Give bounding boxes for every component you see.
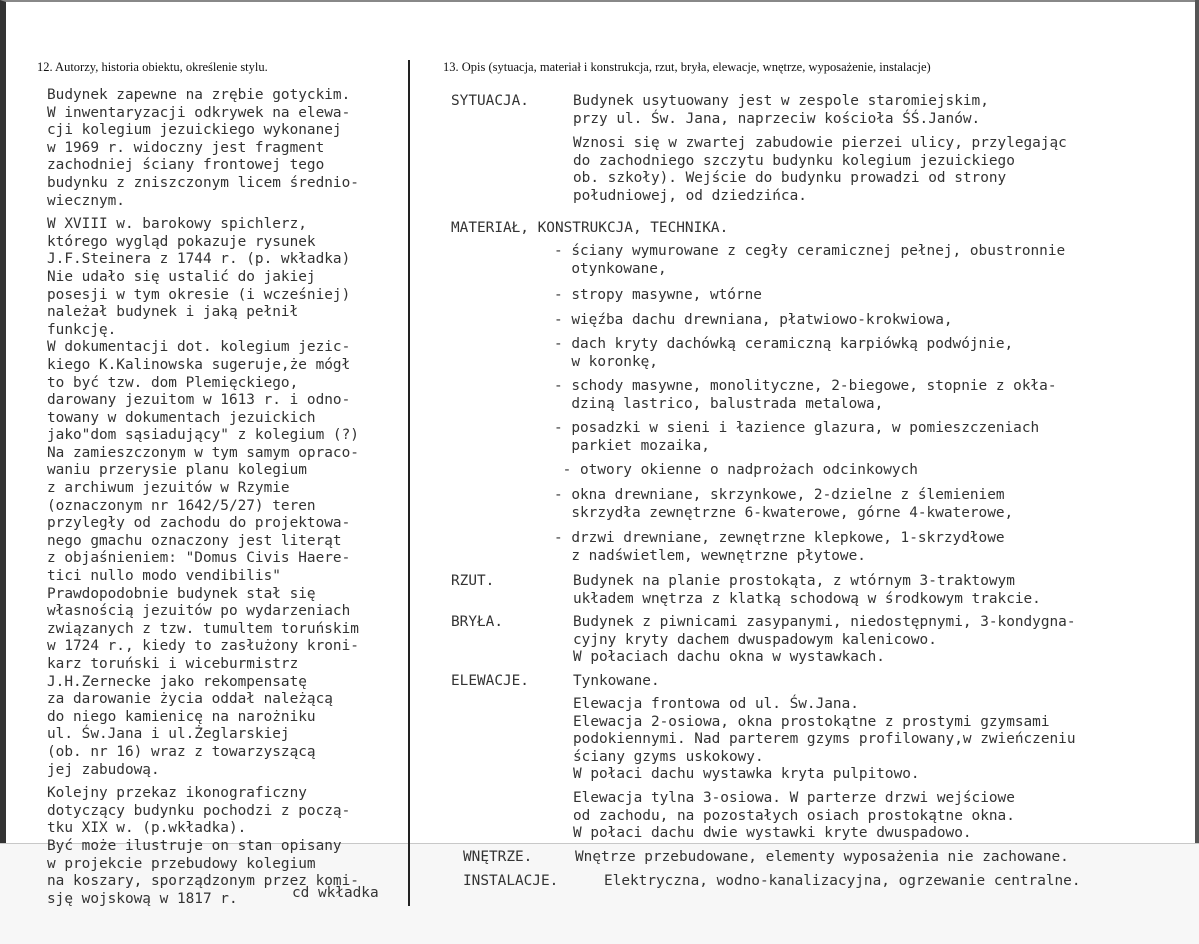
text-line: od zachodu, na pozostałych osiach prostokątne okna. bbox=[573, 807, 1015, 824]
text-line: - ściany wymurowane z cegły ceramicznej pełnej, obustronnie bbox=[554, 243, 1066, 259]
text-line: darowany jezuitom w 1613 r. i odno- bbox=[47, 392, 351, 409]
text-line: z nadświetlem, wewnętrzne płytowe. bbox=[554, 547, 866, 564]
text-line: jako"dom sąsiadujący" z kolegium (?) bbox=[47, 427, 359, 444]
text-line: do niego kamienicę na narożniku bbox=[47, 708, 316, 725]
text-line: przy ul. Św. Jana, naprzeciw kościoła ŚŚ.Janów. bbox=[573, 110, 981, 127]
bryla-text bbox=[573, 614, 1076, 667]
text-line: waniu przerysie planu kolegium bbox=[47, 462, 307, 479]
elewacje-text-3 bbox=[573, 790, 1015, 843]
text-line: towany w dokumentach jezuickich bbox=[47, 409, 316, 426]
material-item bbox=[554, 462, 918, 480]
material-item bbox=[554, 487, 1013, 522]
elewacje-text-1 bbox=[573, 673, 660, 691]
bryla-label: BRYŁA. bbox=[451, 614, 503, 630]
text-line: Budynek zapewne na zrębie gotyckim. bbox=[47, 87, 351, 103]
text-line: dziną lastrico, balustrada metalowa, bbox=[554, 395, 884, 412]
material-item bbox=[554, 243, 1065, 278]
text-line: układem wnętrza z klatką schodową w środkowym trakcie. bbox=[573, 590, 1041, 607]
text-line: funkcję. bbox=[47, 321, 117, 338]
text-line: nego gmachu oznaczony jest literąt bbox=[47, 532, 342, 549]
text-line: Elewacja tylna 3-osiowa. W parterze drzwi wejściowe bbox=[573, 790, 1015, 806]
wnetrze-text: Wnętrze przebudowane, elementy wyposażenia nie zachowane. bbox=[575, 849, 1069, 865]
text-line: związanych z tzw. tumultem toruńskim bbox=[47, 620, 359, 637]
text-line: to być tzw. dom Plemięckiego, bbox=[47, 374, 299, 391]
text-line: - drzwi drewniane, zewnętrzne klepkowe, 1-skrzydłowe bbox=[554, 530, 1005, 546]
text-line: w 1969 r. widoczny jest fragment bbox=[47, 139, 325, 156]
text-line: przyległy od zachodu do projektowa- bbox=[47, 515, 351, 532]
text-line: Elewacja frontowa od ul. Św.Jana. bbox=[573, 696, 859, 712]
text-line: parkiet mozaika, bbox=[554, 437, 710, 454]
text-line: w koronkę, bbox=[554, 353, 658, 370]
text-line: kiego K.Kalinowska sugeruje,że mógł bbox=[47, 356, 351, 373]
text-line: cyjny kryty dachem dwuspadowym kalenicowo. bbox=[573, 631, 937, 648]
text-line: W dokumentacji dot. kolegium jezic- bbox=[47, 339, 351, 356]
text-line: Tynkowane. bbox=[573, 673, 660, 689]
material-item bbox=[554, 336, 1013, 371]
page-edge bbox=[1195, 0, 1199, 943]
material-item bbox=[554, 378, 1057, 413]
sytuacja-text-2 bbox=[573, 135, 1067, 205]
text-line: z archiwum jezuitów w Rzymie bbox=[47, 480, 290, 497]
instalacje-label: INSTALACJE. bbox=[463, 873, 559, 889]
text-line: - więźba dachu drewniana, płatwiowo-krokwiowa, bbox=[554, 312, 953, 328]
history-paragraph bbox=[47, 216, 407, 779]
text-line: J.H.Zernecke jako rekompensatę bbox=[47, 673, 307, 690]
text-line: Prawdopodobnie budynek stał się bbox=[47, 585, 316, 602]
text-line: W inwentaryzacji odkrywek na elewa- bbox=[47, 104, 351, 121]
text-line: W połaciach dachu okna w wystawkach. bbox=[573, 649, 885, 666]
text-line: Elewacja 2-osiowa, okna prostokątne z prostymi gzymsami bbox=[573, 713, 1050, 730]
wnetrze-label: WNĘTRZE. bbox=[463, 849, 533, 865]
text-line: dotyczący budynku pochodzi z począ- bbox=[47, 802, 351, 819]
text-line: - dach kryty dachówką ceramiczną karpiówką podwójnie, bbox=[554, 336, 1014, 352]
text-line: w 1724 r., kiedy to zasłużony kroni- bbox=[47, 638, 359, 655]
text-line: otynkowane, bbox=[554, 260, 667, 277]
text-line: tici nullo modo vendibilis" bbox=[47, 568, 281, 585]
text-line: na koszary, sporządzonym przez komi- bbox=[47, 873, 359, 890]
text-line: podokiennymi. Nad parterem gzyms profilowany,w zwieńczeniu bbox=[573, 731, 1076, 748]
text-line: - schody masywne, monolityczne, 2-biegowe, stopnie z okła- bbox=[554, 378, 1057, 394]
text-line: J.F.Steinera z 1744 r. (p. wkładka) bbox=[47, 251, 351, 268]
text-line: należał budynek i jaką pełnił bbox=[47, 304, 299, 321]
history-paragraph bbox=[47, 87, 407, 210]
text-line: własnością jezuitów po wydarzeniach bbox=[47, 603, 351, 620]
column-divider bbox=[408, 60, 410, 906]
text-line: budynku z zniszczonym licem średnio- bbox=[47, 174, 359, 191]
text-line: - stropy masywne, wtórne bbox=[554, 287, 762, 303]
text-line: - posadzki w sieni i łazience glazura, w pomieszczeniach bbox=[554, 420, 1040, 436]
text-line: południowej, od dziedzińca. bbox=[573, 187, 807, 204]
left-column-heading: 12. Autorzy, historia obiektu, określenie stylu. bbox=[37, 60, 268, 74]
text-line: ściany gzyms uskokowy. bbox=[573, 748, 764, 765]
text-line: którego wygląd pokazuje rysunek bbox=[47, 233, 316, 250]
instalacje-text: Elektryczna, wodno-kanalizacyjna, ogrzewanie centralne. bbox=[604, 873, 1081, 889]
text-line: W połaci dachu wystawka kryta pulpitowo. bbox=[573, 766, 920, 783]
sytuacja-label: SYTUACJA. bbox=[451, 93, 529, 109]
text-line: z objaśnieniem: "Domus Civis Haere- bbox=[47, 550, 351, 567]
text-line: tku XIX w. (p.wkładka). bbox=[47, 820, 247, 837]
text-line: Wznosi się w zwartej zabudowie pierzei ulicy, przylegając bbox=[573, 135, 1067, 151]
text-line: Kolejny przekaz ikonograficzny bbox=[47, 785, 307, 802]
elewacje-label: ELEWACJE. bbox=[451, 673, 529, 689]
text-line: Na zamieszczonym w tym samym opraco- bbox=[47, 444, 359, 461]
text-line: Nie udało się ustalić do jakiej bbox=[47, 268, 316, 285]
text-line: Budynek na planie prostokąta, z wtórnym 3-traktowym bbox=[573, 573, 1015, 589]
text-line: skrzydła zewnętrzne 6-kwaterowe, górne 4-kwaterowe, bbox=[554, 504, 1014, 521]
text-line: (ob. nr 16) wraz z towarzyszącą bbox=[47, 743, 316, 760]
continuation-note: cd wkładka bbox=[292, 885, 379, 901]
text-line: do zachodniego szczytu budynku kolegium jezuickiego bbox=[573, 152, 1015, 169]
material-label: MATERIAŁ, KONSTRUKCJA, TECHNIKA. bbox=[451, 220, 729, 236]
sytuacja-text-1 bbox=[573, 93, 989, 128]
text-line: w projekcie przebudowy kolegium bbox=[47, 855, 316, 872]
material-item bbox=[554, 287, 762, 305]
text-line: za darowanie życia oddał należącą bbox=[47, 691, 333, 708]
text-line: - otwory okienne o nadprożach odcinkowych bbox=[554, 462, 918, 478]
rzut-text bbox=[573, 573, 1041, 608]
text-line: zachodniej ściany frontowej tego bbox=[47, 157, 325, 174]
material-item bbox=[554, 530, 1005, 565]
text-line: ob. szkoły). Wejście do budynku prowadzi od strony bbox=[573, 170, 1007, 187]
text-line: cji kolegium jezuickiego wykonanej bbox=[47, 122, 342, 139]
text-line: W XVIII w. barokowy spichlerz, bbox=[47, 216, 307, 233]
text-line: - okna drewniane, skrzynkowe, 2-dzielne z ślemieniem bbox=[554, 487, 1005, 503]
right-column-heading: 13. Opis (sytuacja, materiał i konstrukcja, rzut, bryła, elewacje, wnętrze, wyposażenie, instalacje) bbox=[443, 60, 931, 74]
text-line: wiecznym. bbox=[47, 192, 125, 209]
material-item bbox=[554, 420, 1039, 455]
material-item bbox=[554, 312, 953, 330]
text-line: karz toruński i wiceburmistrz bbox=[47, 656, 299, 672]
text-line: (oznaczonym nr 1642/5/27) teren bbox=[47, 497, 316, 514]
text-line: Budynek usytuowany jest w zespole staromiejskim, bbox=[573, 93, 989, 109]
text-line: jej zabudową. bbox=[47, 761, 160, 778]
text-line: W połaci dachu dwie wystawki kryte dwuspadowo. bbox=[573, 825, 972, 842]
elewacje-text-2 bbox=[573, 696, 1076, 784]
history-column bbox=[47, 87, 407, 914]
text-line: Budynek z piwnicami zasypanymi, niedostępnymi, 3-kondygna- bbox=[573, 614, 1076, 630]
text-line: ul. Św.Jana i ul.Żeglarskiej bbox=[47, 726, 290, 743]
text-line: Być może ilustruje on stan opisany bbox=[47, 837, 342, 854]
text-line: sję wojskową w 1817 r. bbox=[47, 890, 238, 907]
text-line: posesji w tym okresie (i wcześniej) bbox=[47, 286, 351, 303]
rzut-label: RZUT. bbox=[451, 573, 495, 589]
